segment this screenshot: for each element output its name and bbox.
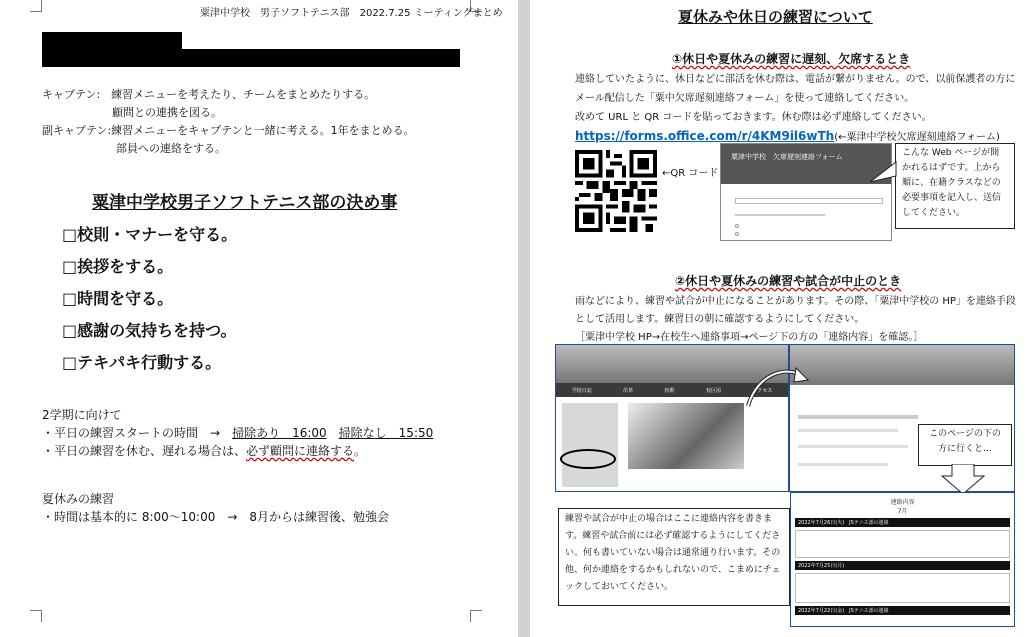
- renraku-row: 2022年7月22日(金) JSテニス部の連絡: [795, 606, 1010, 615]
- term2-start-prefix: ・平日の練習スタートの時間 →: [42, 426, 233, 440]
- term2-absence-rule: [42, 442, 366, 459]
- qr-label: ←QR コード: [662, 168, 719, 179]
- crop-mark: [30, 610, 42, 622]
- form-field: [735, 198, 883, 204]
- hp-sidebar: [562, 403, 618, 487]
- hp-nav-item: 校区図: [705, 387, 721, 394]
- hp-text-line: [798, 429, 898, 432]
- section1-line: メール配信した「粟中欠席遅刻連絡フォーム」を使って連絡してください。: [575, 93, 915, 104]
- callout-scroll-down: このページの下の方に行くと…: [918, 424, 1012, 466]
- form-screenshot: [720, 143, 892, 241]
- hp-nav-item: 沿革: [623, 387, 634, 394]
- form-screenshot-title: 粟津中学校 欠席遅刻連絡フォーム: [731, 153, 843, 161]
- form-radio: [735, 232, 739, 236]
- qr-code: [575, 150, 657, 232]
- form-url-note: (←粟津中学校欠席遅刻連絡フォーム): [834, 132, 1000, 143]
- rule-item: □校則・マナーを守る。: [62, 225, 238, 244]
- renraku-screenshot: [790, 492, 1015, 627]
- rule-item: □テキパキ行動する。: [62, 353, 222, 372]
- renraku-row: 2022年7月25日(月): [795, 561, 1010, 570]
- callout-form-instructions: こんな Web ページが開かれるはずです。上から順に、在籍クラスなどの必要事項を記入し、送信してください。: [895, 143, 1015, 229]
- rules-title: 粟津中学校男子ソフトテニス部の決め事: [92, 193, 398, 213]
- form-screenshot-header: [721, 144, 891, 184]
- document-header: 粟津中学校 男子ソフトテニス部 2022.7.25 ミーティングまとめ: [200, 8, 503, 19]
- section2-line: ［粟津中学校 HP→在校生へ連絡事項→ページ下の方の「連絡内容」を確認。］: [575, 332, 924, 343]
- renraku-row: 2022年7月26日(火) JSテニス部の連絡: [795, 518, 1010, 527]
- curved-arrow: [740, 362, 810, 412]
- page-gutter: [518, 0, 530, 637]
- absence-emphasis: 必ず顧問に連絡する: [246, 444, 355, 458]
- time-without-cleaning: 掃除なし 15:50: [338, 426, 434, 440]
- rule-item: □時間を守る。: [62, 289, 174, 308]
- redaction-bar: [42, 32, 182, 50]
- callout-pointer: [868, 160, 898, 184]
- hp-banner: [790, 345, 1014, 385]
- form-url-link[interactable]: https://forms.office.com/r/4KM9il6wTh: [575, 129, 835, 143]
- time-with-cleaning: 掃除あり 16:00: [232, 426, 327, 440]
- summer-title: 夏休みの練習: [42, 492, 115, 506]
- term2-start-time: [42, 424, 433, 441]
- captain-role: キャプテン: 練習メニューを考えたり、チームをまとめたりする。: [42, 88, 376, 101]
- hp-text-line: [798, 415, 918, 419]
- hp-text-line: [798, 445, 908, 448]
- redaction-bar: [42, 49, 460, 67]
- summer-time: ・時間は基本的に 8:00〜10:00 → 8月からは練習後、勉強会: [42, 510, 390, 524]
- renraku-title: 連絡内容: [890, 499, 915, 506]
- rule-item: □感謝の気持ちを持つ。: [62, 321, 237, 340]
- crop-mark: [470, 610, 482, 622]
- section1-title: ①休日や夏休みの練習に遅刻、欠席するとき: [672, 52, 911, 66]
- hp-highlight-circle: [560, 449, 616, 469]
- form-field: [735, 214, 825, 216]
- vice-captain-role-cont: 部員への連絡をする。: [116, 142, 226, 155]
- renraku-row-body: [795, 573, 1010, 603]
- hp-nav-item: 学校日誌: [571, 387, 592, 394]
- hp-text-line: [798, 463, 888, 466]
- renraku-month: 7月: [897, 508, 908, 515]
- form-radio: [735, 224, 739, 228]
- absence-prefix: ・平日の練習を休む、遅れる場合は、: [42, 444, 247, 458]
- hp-school-photo: [628, 403, 744, 469]
- hp-nav-item: アクセス: [752, 387, 773, 394]
- form-url-line: [575, 125, 1000, 144]
- hp-nav-item: 校歌: [664, 387, 675, 394]
- right-title: 夏休みや休日の練習について: [678, 8, 873, 26]
- captain-role-cont: 顧問との連携を図る。: [112, 106, 222, 119]
- absence-suffix: 。: [354, 444, 367, 458]
- section2-title: ②休日や夏休みの練習や試合が中止のとき: [675, 274, 902, 288]
- vice-captain-role: 副キャプテン:練習メニューをキャプテンと一緒に考える。1年をまとめる。: [42, 124, 415, 137]
- renraku-row-body: [795, 530, 1010, 558]
- callout-renraku-info: 練習や試合が中止の場合はここに連絡内容を書きます。練習や試合前には必ず確認するようにしてください。何も書いていない場合は通常通り行います。その他、何か連絡をするかもしれないので、こまめにチェックしておいてください。: [558, 508, 790, 606]
- section1-line: 連絡していたように、休日などに部活を休む際は、電話が繋がりません。ので、以前保護者の方に: [575, 74, 1016, 85]
- rule-item: □挨拶をする。: [62, 257, 174, 276]
- section2-line: として活用します。練習日の朝に確認するようにしてください。: [575, 314, 865, 325]
- section1-line: 改めて URL と QR コードを貼っておきます。休む際は必ず連絡してください。: [575, 112, 932, 123]
- section2-line: 雨などにより、練習や試合が中止になることがあります。その際、「粟津中学校の HP」を連絡手段: [575, 296, 1016, 307]
- term2-title: 2学期に向けて: [42, 408, 122, 422]
- crop-mark: [30, 0, 42, 12]
